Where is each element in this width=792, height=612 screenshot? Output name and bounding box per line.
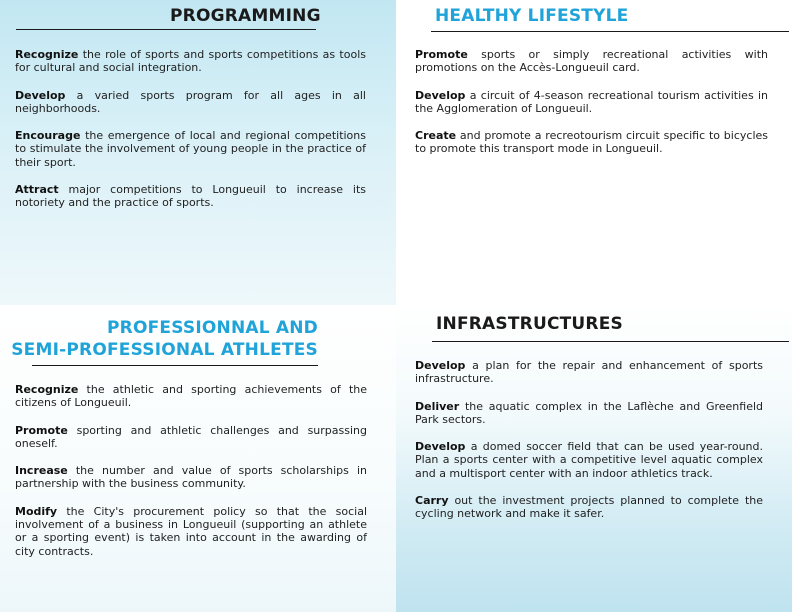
programming-section [0,0,396,305]
healthy-lifestyle-title-rule [431,31,789,32]
infrastructures-item [415,494,763,521]
item-verb: Develop [415,440,466,454]
healthy-lifestyle-item [415,48,768,75]
healthy-lifestyle-title: HEALTHY LIFESTYLE [435,6,629,26]
programming-item [15,48,366,75]
programming-title: PROGRAMMING [170,6,321,26]
item-verb: Encourage [15,129,81,143]
infrastructures-item [415,440,763,480]
item-text: sports or simply recreational activities with promotions on the Accès-Longueuil card. [415,48,768,75]
item-text: sporting and athletic challenges and surpassing oneself. [15,423,367,450]
item-verb: Develop [15,88,66,102]
healthy-lifestyle-item [415,89,768,116]
item-verb: Develop [415,359,466,372]
programming-list [15,48,366,224]
item-text: the aquatic complex in the Laflèche and Greenfield Park sectors. [415,399,763,426]
infrastructures-item [415,400,763,427]
item-verb: Carry [415,494,449,508]
infrastructures-list [415,359,763,535]
athletes-list [15,383,367,572]
programming-item [15,129,366,169]
infrastructures-title-rule [432,341,789,342]
healthy-lifestyle-list [415,48,768,170]
item-text: the role of sports and sports competitions as tools for cultural and social integration. [15,48,366,75]
athletes-item [15,464,367,491]
athletes-title-line1: PROFESSIONNAL AND [107,318,318,338]
programming-item [15,183,366,210]
item-text: a domed soccer field that can be used year-round. Plan a sports center with a competitive level aquatic complex and a multisport center with an indoor athletics track. [415,440,763,480]
healthy-lifestyle-item [415,129,768,156]
infrastructures-title: INFRASTRUCTURES [436,314,623,334]
athletes-item [15,383,367,410]
item-verb: Promote [15,423,68,437]
item-text: a varied sports program for all ages in all neighborhoods. [15,88,366,115]
athletes-item [15,505,367,558]
item-verb: Increase [15,464,68,478]
item-text: the emergence of local and regional competitions to stimulate the involvement of young people in the practice of their sport. [15,129,366,169]
item-text: the number and value of sports scholarships in partnership with the business community. [15,464,367,491]
programming-title-rule [16,29,316,30]
item-text: a circuit of 4-season recreational tourism activities in the Agglomeration of Longueuil. [415,88,768,115]
item-text: the athletic and sporting achievements of the citizens of Longueuil. [15,383,367,410]
item-verb: Recognize [15,48,79,61]
item-verb: Recognize [15,383,79,396]
athletes-section [0,305,396,612]
programming-item [15,89,366,116]
item-verb: Promote [415,48,468,61]
athletes-title-rule [32,365,318,366]
athletes-title-line2: SEMI-PROFESSIONAL ATHLETES [11,340,318,360]
item-text: major competitions to Longueuil to increase its notoriety and the practice of sports. [15,183,366,210]
athletes-title [0,317,318,361]
item-text: a plan for the repair and enhancement of sports infrastructure. [415,359,763,386]
athletes-item [15,424,367,451]
item-text: out the investment projects planned to complete the cycling network and make it safer. [415,494,763,521]
item-verb: Attract [15,183,59,197]
item-verb: Modify [15,504,58,518]
item-text: and promote a recreotourism circuit specific to bicycles to promote this transport mode in Longueuil. [415,129,768,156]
item-verb: Create [415,129,457,143]
item-text: the City's procurement policy so that the social involvement of a business in Longueuil (supporting an athlete or a sporting event) is taken into account in the awarding of city contracts. [15,504,367,558]
infrastructures-item [415,359,763,386]
infrastructures-section [396,305,792,612]
item-verb: Deliver [415,399,460,413]
item-verb: Develop [415,88,466,102]
healthy-lifestyle-section [396,0,792,305]
